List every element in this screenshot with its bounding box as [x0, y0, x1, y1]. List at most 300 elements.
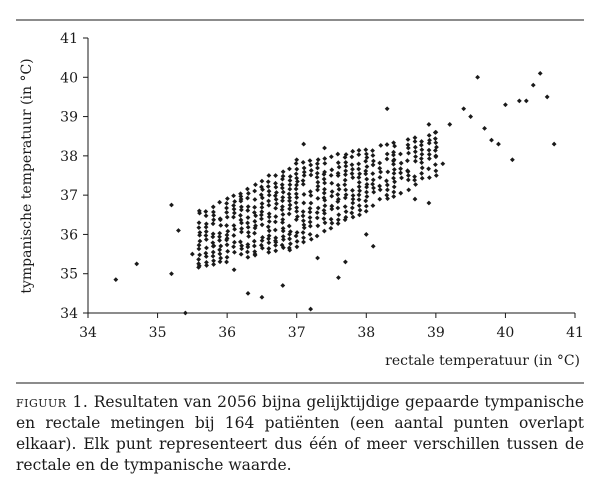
data-point — [225, 229, 230, 234]
data-point — [204, 229, 209, 234]
data-point — [225, 215, 230, 220]
data-point — [371, 203, 376, 208]
data-point — [343, 168, 348, 173]
data-point — [336, 275, 341, 280]
data-point — [245, 187, 250, 192]
data-point — [350, 206, 355, 211]
data-point — [246, 191, 251, 196]
data-point — [336, 160, 341, 165]
data-point — [330, 189, 335, 194]
data-point — [377, 166, 382, 171]
data-point — [475, 75, 480, 80]
data-point — [552, 142, 557, 147]
data-point — [413, 149, 418, 154]
data-point — [294, 167, 299, 172]
data-point — [260, 179, 265, 184]
data-point — [329, 204, 334, 209]
data-point — [204, 237, 209, 242]
caption-text: Resultaten van 2056 bijna gelijktijdige gepaarde tympanische en rectale metingen bij 164 patiënten (een aantal punten overlapt elkaar). Elk punt representeert dus één of meer verschillen tussen de rectale en de tympanische waarde. — [16, 393, 584, 474]
data-point — [308, 163, 313, 168]
data-point — [427, 201, 432, 206]
data-point — [427, 122, 432, 127]
data-point — [301, 201, 306, 206]
data-point — [198, 239, 203, 244]
data-point — [280, 217, 285, 222]
data-point — [287, 236, 292, 241]
data-point — [252, 219, 257, 224]
data-point — [225, 249, 230, 254]
x-tick-label: 36 — [218, 325, 237, 341]
data-point — [239, 243, 244, 248]
data-point — [391, 194, 396, 199]
data-point — [204, 246, 209, 251]
data-point — [273, 206, 278, 211]
data-point — [371, 177, 376, 182]
data-point — [273, 185, 278, 190]
data-point — [294, 161, 299, 166]
data-point — [274, 201, 279, 206]
data-point — [287, 166, 292, 171]
data-point — [308, 189, 313, 194]
data-point — [371, 159, 376, 164]
data-point — [447, 122, 452, 127]
data-point — [356, 152, 361, 157]
data-point — [211, 258, 216, 263]
x-tick-label: 39 — [426, 325, 445, 341]
data-point — [232, 227, 237, 232]
data-point — [169, 203, 174, 208]
y-axis-label: tympanische temperatuur (in °C) — [19, 58, 35, 294]
data-point — [349, 155, 354, 160]
data-point — [218, 244, 223, 249]
data-point — [232, 267, 237, 272]
data-point — [363, 159, 368, 164]
data-point — [350, 149, 355, 154]
data-point — [378, 187, 383, 192]
data-point — [351, 193, 356, 198]
data-point — [308, 232, 313, 237]
data-point — [426, 166, 431, 171]
plot-area — [113, 71, 556, 315]
x-tick-label: 34 — [79, 325, 97, 341]
axes — [60, 31, 584, 341]
data-point — [218, 223, 223, 228]
data-point — [260, 222, 265, 227]
data-point — [280, 182, 285, 187]
data-point — [211, 205, 216, 210]
data-point — [391, 150, 396, 155]
data-point — [281, 234, 286, 239]
data-point — [273, 219, 278, 224]
data-point — [364, 152, 369, 157]
data-point — [196, 225, 201, 230]
data-point — [322, 156, 327, 161]
data-point — [232, 199, 237, 204]
data-point — [308, 215, 313, 220]
data-point — [336, 183, 341, 188]
data-point — [302, 166, 307, 171]
data-point — [260, 201, 265, 206]
data-point — [217, 200, 222, 205]
data-point — [302, 192, 307, 197]
data-point — [545, 95, 550, 100]
data-point — [301, 142, 306, 147]
data-point — [239, 204, 244, 209]
data-point — [281, 190, 286, 195]
figure-caption — [16, 392, 584, 476]
data-point — [301, 240, 306, 245]
data-point — [385, 183, 390, 188]
data-point — [406, 137, 411, 142]
data-point — [239, 252, 244, 257]
data-point — [217, 252, 222, 257]
data-point — [239, 218, 244, 223]
data-point — [266, 203, 271, 208]
data-point — [196, 257, 201, 262]
data-point — [413, 135, 418, 140]
data-point — [252, 205, 257, 210]
data-point — [391, 190, 396, 195]
data-point — [294, 157, 299, 162]
data-point — [392, 179, 397, 184]
data-point — [224, 206, 229, 211]
data-point — [365, 182, 370, 187]
data-point — [245, 255, 250, 260]
data-point — [358, 208, 363, 213]
data-point — [371, 244, 376, 249]
data-point — [322, 208, 327, 213]
data-point — [363, 198, 368, 203]
data-point — [406, 142, 411, 147]
data-point — [267, 233, 272, 238]
data-point — [190, 252, 195, 257]
data-point — [302, 222, 307, 227]
caption-label: figuur 1. — [16, 393, 89, 411]
y-tick-label: 39 — [60, 109, 78, 126]
data-point — [309, 168, 314, 173]
data-point — [371, 186, 376, 191]
data-point — [349, 211, 354, 216]
y-tick-label: 36 — [60, 227, 78, 244]
data-point — [308, 220, 313, 225]
data-point — [288, 182, 293, 187]
data-point — [384, 178, 389, 183]
data-point — [322, 187, 327, 192]
data-point — [246, 225, 251, 230]
data-point — [357, 212, 362, 217]
data-point — [204, 260, 209, 265]
data-point — [489, 138, 494, 143]
data-point — [412, 174, 417, 179]
data-point — [329, 173, 334, 178]
data-point — [246, 230, 251, 235]
data-point — [524, 98, 529, 103]
data-point — [413, 159, 418, 164]
data-point — [377, 161, 382, 166]
data-point — [301, 178, 306, 183]
data-point — [330, 221, 335, 226]
data-point — [309, 193, 314, 198]
data-point — [294, 187, 299, 192]
data-point — [315, 166, 320, 171]
data-point — [365, 164, 370, 169]
data-point — [357, 203, 362, 208]
data-point — [482, 126, 487, 131]
data-point — [294, 191, 299, 196]
data-point — [224, 260, 229, 265]
data-point — [427, 152, 432, 157]
data-point — [238, 213, 243, 218]
data-point — [343, 178, 348, 183]
data-point — [468, 114, 473, 119]
data-point — [413, 197, 418, 202]
data-point — [378, 175, 383, 180]
data-point — [211, 254, 216, 259]
data-point — [301, 218, 306, 223]
data-point — [364, 204, 369, 209]
data-point — [197, 220, 202, 225]
data-point — [204, 213, 209, 218]
data-point — [316, 157, 321, 162]
data-point — [267, 219, 272, 224]
data-point — [232, 207, 237, 212]
data-point — [378, 170, 383, 175]
data-point — [294, 176, 299, 181]
data-point — [224, 210, 229, 215]
data-point — [365, 194, 370, 199]
data-point — [433, 153, 438, 158]
data-point — [288, 203, 293, 208]
data-point — [224, 201, 229, 206]
y-tick-label: 40 — [60, 70, 78, 87]
data-point — [267, 189, 272, 194]
data-point — [356, 162, 361, 167]
data-point — [211, 221, 216, 226]
data-point — [328, 226, 333, 231]
data-point — [232, 211, 237, 216]
data-point — [419, 147, 424, 152]
data-point — [343, 187, 348, 192]
data-point — [315, 215, 320, 220]
data-point — [405, 158, 410, 163]
data-point — [287, 192, 292, 197]
data-point — [266, 173, 271, 178]
data-point — [420, 176, 425, 181]
data-point — [260, 295, 265, 300]
data-point — [315, 175, 320, 180]
data-point — [245, 208, 250, 213]
data-point — [398, 166, 403, 171]
data-point — [510, 157, 515, 162]
data-point — [377, 184, 382, 189]
data-point — [294, 183, 299, 188]
data-point — [350, 171, 355, 176]
data-point — [427, 175, 432, 180]
data-point — [197, 243, 202, 248]
data-point — [335, 152, 340, 157]
data-point — [329, 154, 334, 159]
data-point — [253, 182, 258, 187]
data-point — [371, 153, 376, 158]
data-point — [295, 239, 300, 244]
data-point — [266, 246, 271, 251]
data-point — [273, 181, 278, 186]
data-point — [225, 255, 230, 260]
data-point — [350, 167, 355, 172]
data-point — [203, 209, 208, 214]
data-point — [322, 216, 327, 221]
data-point — [406, 177, 411, 182]
data-point — [322, 181, 327, 186]
data-point — [266, 240, 271, 245]
data-point — [413, 154, 418, 159]
data-point — [266, 199, 271, 204]
data-point — [288, 178, 293, 183]
data-point — [364, 232, 369, 237]
data-point — [357, 171, 362, 176]
data-point — [385, 196, 390, 201]
data-point — [252, 231, 257, 236]
data-point — [259, 209, 264, 214]
data-point — [385, 169, 390, 174]
data-point — [288, 241, 293, 246]
data-point — [308, 206, 313, 211]
data-point — [218, 259, 223, 264]
data-point — [357, 148, 362, 153]
data-point — [413, 182, 418, 187]
data-point — [427, 148, 432, 153]
x-tick-label: 40 — [496, 325, 515, 341]
data-point — [197, 252, 202, 257]
data-point — [378, 143, 383, 148]
data-point — [370, 148, 375, 153]
data-point — [218, 256, 223, 261]
data-point — [406, 187, 411, 192]
data-point — [301, 214, 306, 219]
data-point — [302, 170, 307, 175]
data-point — [134, 261, 139, 266]
x-tick-label: 41 — [566, 325, 584, 341]
data-point — [323, 220, 328, 225]
data-point — [329, 181, 334, 186]
data-point — [419, 171, 424, 176]
data-point — [295, 179, 300, 184]
data-point — [531, 83, 536, 88]
data-point — [322, 177, 327, 182]
data-point — [294, 200, 299, 205]
data-point — [308, 158, 313, 163]
data-point — [343, 160, 348, 165]
data-point — [113, 277, 118, 282]
data-point — [351, 215, 356, 220]
data-point — [176, 228, 181, 233]
data-point — [384, 193, 389, 198]
data-point — [329, 167, 334, 172]
data-point — [357, 188, 362, 193]
data-point — [385, 142, 390, 147]
data-point — [225, 242, 230, 247]
data-point — [274, 197, 279, 202]
data-point — [246, 234, 251, 239]
data-point — [281, 226, 286, 231]
data-point — [308, 307, 313, 312]
data-point — [356, 175, 361, 180]
data-point — [309, 201, 314, 206]
data-point — [246, 215, 251, 220]
data-point — [301, 235, 306, 240]
data-point — [273, 228, 278, 233]
data-point — [322, 229, 327, 234]
data-point — [315, 171, 320, 176]
y-tick-label: 38 — [60, 148, 78, 165]
data-point — [316, 206, 321, 211]
data-point — [315, 210, 320, 215]
data-point — [217, 231, 222, 236]
data-point — [350, 175, 355, 180]
data-point — [315, 234, 320, 239]
data-point — [287, 195, 292, 200]
data-point — [246, 204, 251, 209]
data-point — [398, 152, 403, 157]
data-point — [224, 223, 229, 228]
data-point — [295, 244, 300, 249]
data-point — [517, 98, 522, 103]
data-point — [252, 239, 257, 244]
data-point — [419, 160, 424, 165]
data-point — [398, 191, 403, 196]
data-point — [336, 217, 341, 222]
data-point — [315, 256, 320, 261]
data-point — [335, 206, 340, 211]
data-point — [371, 190, 376, 195]
data-point — [427, 156, 432, 161]
data-point — [427, 133, 432, 138]
data-point — [267, 211, 272, 216]
data-point — [315, 161, 320, 166]
data-point — [419, 156, 424, 161]
data-point — [252, 244, 257, 249]
data-point — [211, 217, 216, 222]
data-point — [225, 196, 230, 201]
data-point — [406, 151, 411, 156]
data-point — [335, 192, 340, 197]
data-point — [440, 161, 445, 166]
y-tick-label: 41 — [60, 31, 78, 47]
y-tick-label: 35 — [60, 266, 78, 283]
data-point — [406, 173, 411, 178]
data-point — [322, 146, 327, 151]
data-point — [342, 182, 347, 187]
y-tick-label: 37 — [60, 188, 78, 205]
data-point — [461, 106, 466, 111]
data-point — [329, 217, 334, 222]
data-point — [252, 189, 257, 194]
data-point — [301, 209, 306, 214]
data-point — [399, 161, 404, 166]
data-point — [287, 212, 292, 217]
data-point — [356, 167, 361, 172]
data-point — [427, 138, 432, 143]
data-point — [420, 152, 425, 157]
data-point — [350, 162, 355, 167]
data-point — [273, 235, 278, 240]
data-point — [315, 180, 320, 185]
data-point — [309, 237, 314, 242]
data-point — [377, 197, 382, 202]
data-point — [246, 291, 251, 296]
data-point — [287, 224, 292, 229]
data-point — [203, 251, 208, 256]
